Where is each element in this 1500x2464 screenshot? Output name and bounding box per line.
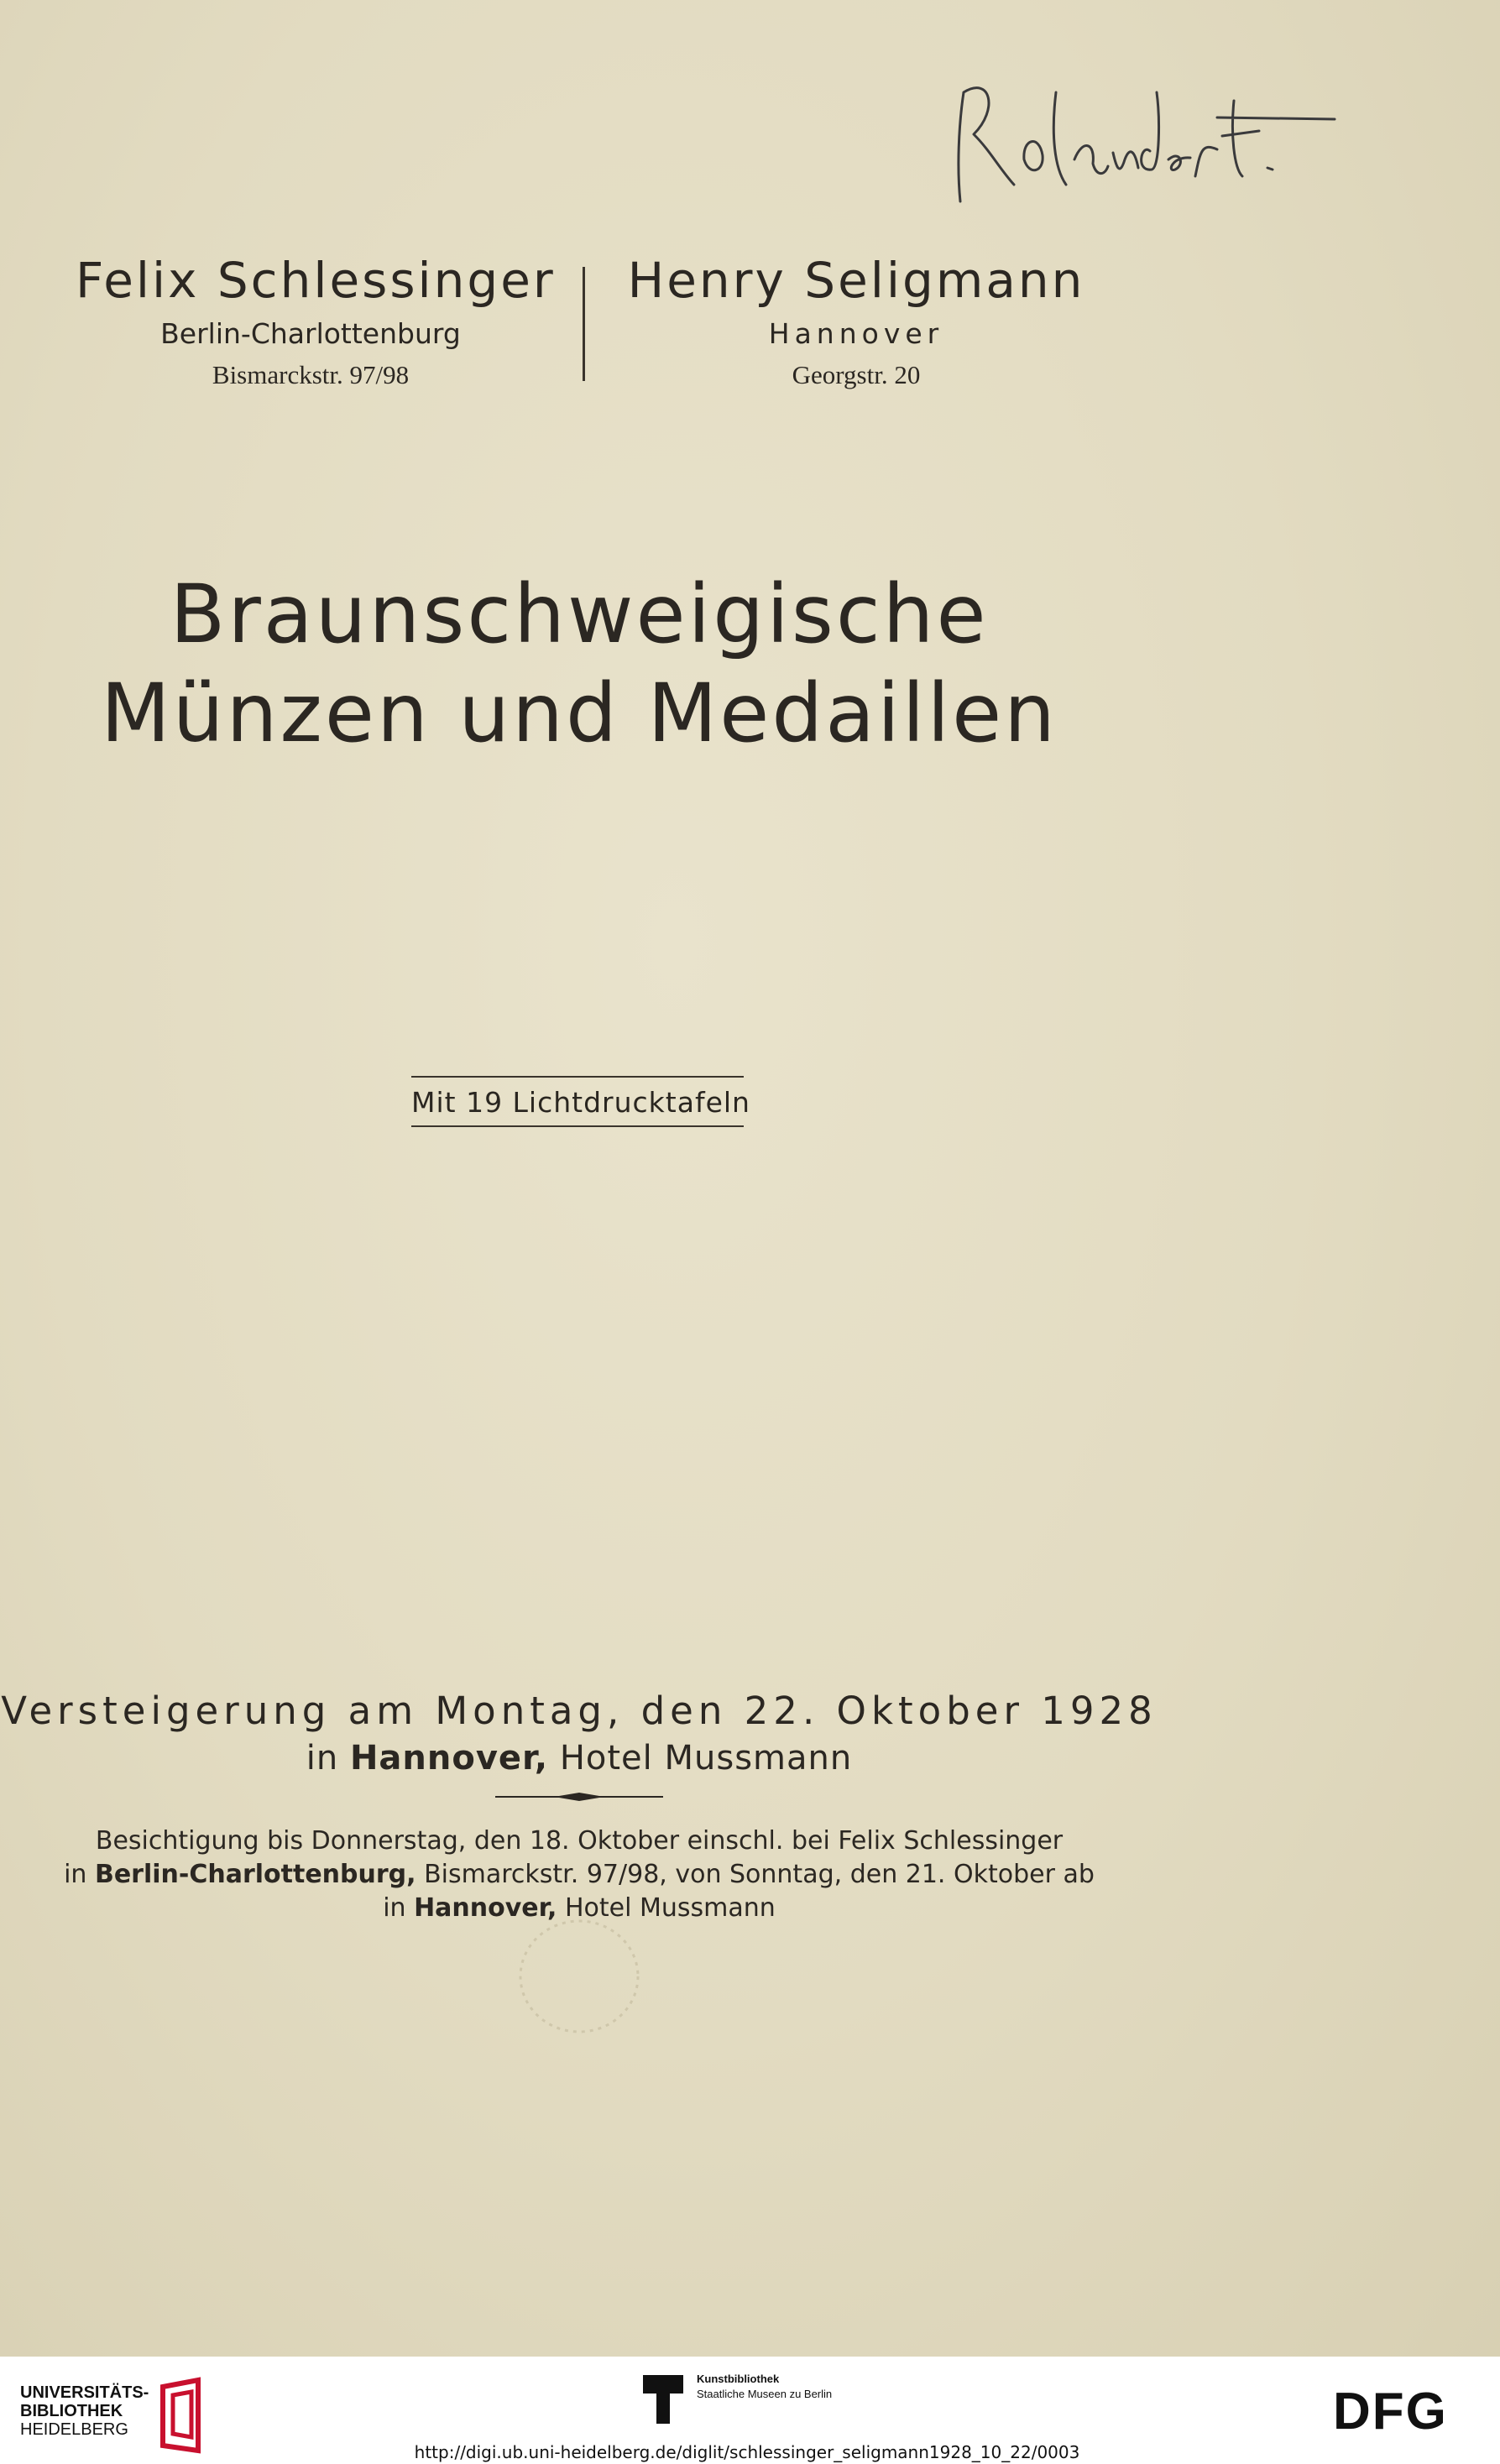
- title-line-2: Münzen und Medaillen: [100, 666, 1058, 760]
- kb-line-1: Kunstbibliothek: [697, 2373, 780, 2385]
- plates-notice: [411, 1076, 750, 1127]
- viewing-line-2-rest: Bismarckstr. 97/98, von Sonntag, den 21. Oktober ab: [416, 1860, 1095, 1889]
- publisher-right-name: Henry Seligmann: [627, 252, 1085, 309]
- publisher-left-name: Felix Schlessinger: [76, 252, 556, 309]
- viewing-line-2: [0, 1860, 1158, 1889]
- auction-date: Versteigerung am Montag, den 22. Oktober 1928: [1, 1689, 1158, 1733]
- handwritten-signature: [940, 59, 1343, 218]
- ub-line-1: UNIVERSITÄTS-: [20, 2383, 149, 2402]
- publisher-divider: [583, 267, 585, 381]
- kunstbibliothek-text: [697, 2372, 832, 2402]
- title-line-1: Braunschweigische: [170, 567, 989, 661]
- viewing-line-2-city: Berlin-Charlottenburg,: [94, 1860, 416, 1889]
- ub-heidelberg-text: [20, 2383, 149, 2439]
- auction-place-city: Hannover,: [349, 1739, 549, 1778]
- publisher-right-city: Hannover: [768, 317, 944, 350]
- viewing-line-3-prefix: in: [383, 1893, 415, 1923]
- plates-text: Mit 19 Lichtdrucktafeln: [411, 1086, 750, 1119]
- faint-library-stamp: [504, 1913, 655, 2039]
- ub-heidelberg-logo-icon: [151, 2375, 210, 2456]
- ub-line-3: HEIDELBERG: [20, 2420, 128, 2439]
- ub-line-2: BIBLIOTHEK: [20, 2402, 123, 2420]
- plates-rule-bottom: [411, 1125, 744, 1127]
- publisher-left-city: Berlin-Charlottenburg: [160, 317, 461, 350]
- publisher-left-address: Bismarckstr. 97/98: [212, 360, 410, 389]
- viewing-line-3-city: Hannover,: [414, 1893, 557, 1923]
- auction-place: [0, 1739, 1158, 1778]
- auction-place-prefix: in: [306, 1739, 350, 1778]
- dfg-logo-icon: DFG: [1333, 2383, 1448, 2441]
- ornament-divider-icon: [495, 1791, 663, 1803]
- viewing-line-3-rest: Hotel Mussmann: [557, 1893, 776, 1923]
- auction-place-rest: Hotel Mussmann: [548, 1739, 853, 1778]
- viewing-line-2-prefix: in: [64, 1860, 95, 1889]
- digitization-footer: [0, 2357, 1500, 2464]
- publisher-left: [76, 252, 556, 390]
- kunstbibliothek-logo-icon: [638, 2370, 688, 2429]
- publisher-right-address: Georgstr. 20: [792, 360, 921, 389]
- viewing-line-1: Besichtigung bis Donnerstag, den 18. Oktober einschl. bei Felix Schlessinger: [95, 1826, 1064, 1856]
- publisher-right: [613, 252, 1100, 390]
- kb-line-2: Staatliche Museen zu Berlin: [697, 2388, 833, 2400]
- source-url[interactable]: http://digi.ub.uni-heidelberg.de/diglit/schlessinger_seligmann1928_10_22/0003: [414, 2442, 1080, 2462]
